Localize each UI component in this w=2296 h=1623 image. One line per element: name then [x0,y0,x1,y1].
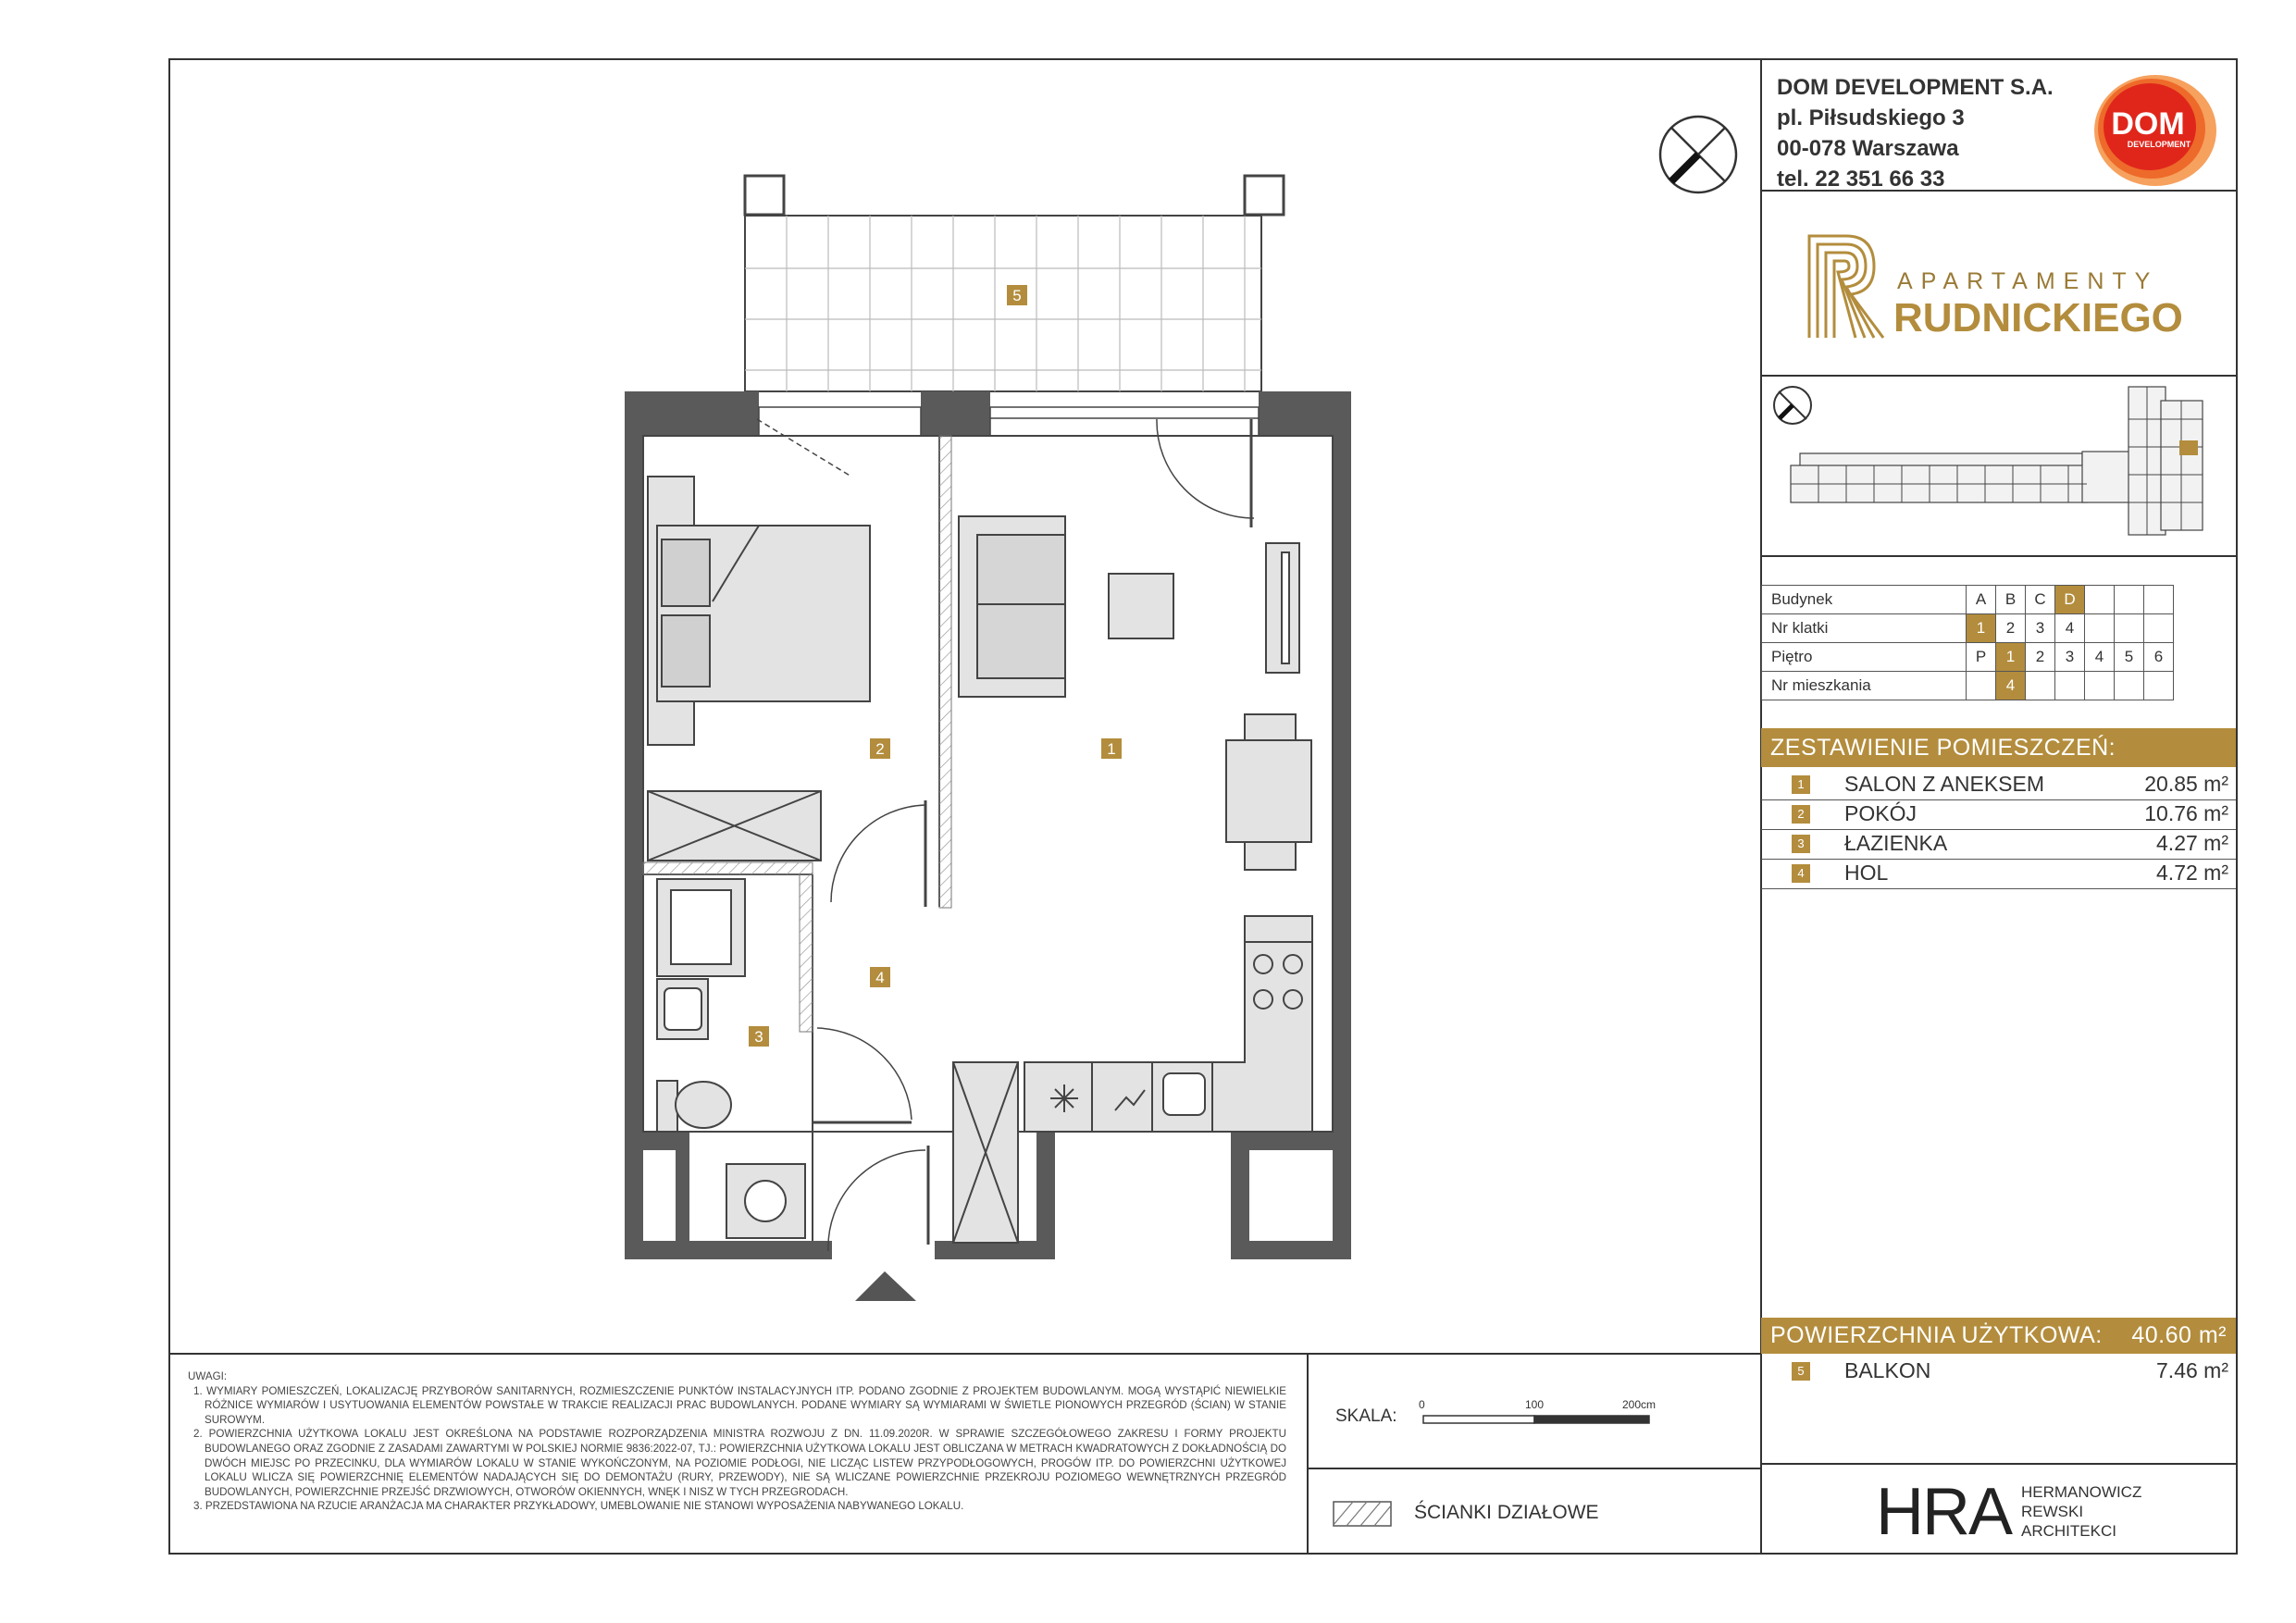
architect-line1: HERMANOWICZ [2021,1483,2142,1501]
architect-line2: REWSKI [2021,1503,2084,1520]
architect-name [2021,1482,2141,1541]
location-cell [2085,586,2115,614]
room-area: 4.72 m² [2156,861,2228,885]
location-cell: 1 [1967,614,1996,643]
partition-wall-legend-swatch [1333,1501,1392,1527]
location-cell: 5 [2115,643,2144,672]
location-cell [2115,614,2144,643]
rooms-header [1761,728,2236,767]
location-cell [1967,672,1996,700]
location-cell: 4 [2085,643,2115,672]
location-cell: 2 [1996,614,2026,643]
wardrobe [648,791,821,861]
location-cell [2085,672,2115,700]
logo-development-text: DEVELOPMENT [2127,140,2191,149]
location-cell [2144,672,2174,700]
notes-block [188,1369,1286,1514]
location-cell: 2 [2026,643,2055,672]
room-area: 20.85 m² [2144,772,2228,796]
location-cell [2115,586,2144,614]
room-row [1761,859,2236,889]
balcony [745,176,1284,391]
plan-label-3: 3 [754,1028,763,1046]
location-table [1761,585,2174,700]
key-plan [1763,378,2237,553]
entrance-marker [855,1271,916,1301]
company-name: DOM DEVELOPMENT S.A. [1777,75,2054,100]
location-cell [2115,672,2144,700]
room-area: 10.76 m² [2144,801,2228,825]
location-row-label: Nr klatki [1762,614,1967,643]
dom-development-logo [2087,69,2221,190]
keyplan-divider [1760,555,2238,557]
balcony-row [1761,1357,2236,1386]
apartamenty-rudnickiego-logo [1795,222,2203,352]
balcony-num: 5 [1792,1362,1810,1381]
brand-line1: APARTAMENTY [1897,268,2159,294]
location-cell: D [2055,586,2085,614]
note-3: 3. PRZEDSTAWIONA NA RZUCIE ARANŻACJA MA CHARAKTER PRZYKŁADOWY, UMEBLOWANIE NIE STANOWI WYPOSAŻENIA NABYWANEGO LOKALU. [193,1500,964,1513]
plan-label-4: 4 [875,969,885,986]
logo-dom-text: DOM [2111,106,2185,142]
location-cell [2026,672,2055,700]
room-name: POKÓJ [1844,801,1917,825]
location-cell: 3 [2026,614,2055,643]
total-area-bar [1761,1318,2236,1354]
location-cell [2144,614,2174,643]
location-cell [2144,586,2174,614]
scale-label: SKALA: [1335,1406,1397,1426]
scale-tick-200: 200cm [1622,1398,1657,1411]
location-cell: B [1996,586,2026,614]
total-area-value: 40.60 m² [2131,1322,2227,1348]
rooms-header-label: ZESTAWIENIE POMIESZCZEŃ: [1770,735,2116,761]
brand-line2: RUDNICKIEGO [1893,295,2183,341]
company-address [1777,72,2054,194]
location-row-label: Nr mieszkania [1762,672,1967,700]
company-street: pl. Piłsudskiego 3 [1777,105,1965,130]
location-cell: 4 [2055,614,2085,643]
dining-table [1226,714,1311,870]
north-arrow [1657,113,1740,196]
coffee-table [1109,574,1173,638]
balcony-area: 7.46 m² [2156,1358,2228,1382]
room-area: 4.27 m² [2156,831,2228,855]
location-cell: 1 [1996,643,2026,672]
company-phone: tel. 22 351 66 33 [1777,167,1945,192]
sofa [959,516,1065,697]
location-cell [2085,614,2115,643]
total-area-label: POWIERZCHNIA UŻYTKOWA: [1770,1322,2103,1348]
bed [648,477,870,745]
location-cell: 3 [2055,643,2085,672]
location-row-label: Budynek [1762,586,1967,614]
location-row [1762,614,2174,643]
notes-divider [168,1353,1762,1355]
location-row [1762,672,2174,700]
location-row [1762,586,2174,614]
partition-wall-legend-label: ŚCIANKI DZIAŁOWE [1414,1502,1599,1523]
plan-label-1: 1 [1107,740,1116,758]
room-name: SALON Z ANEKSEM [1844,772,2045,796]
notes-title: UWAGI: [188,1370,228,1382]
tv-console [1266,543,1299,673]
key-plan-north-arrow [1774,387,1811,424]
legend-divider [1307,1468,1762,1469]
brand-divider [1760,375,2238,377]
scale-bar [1416,1395,1675,1432]
floor-plan [611,167,1351,1314]
room-number: 1 [1792,775,1810,794]
location-cell: P [1967,643,1996,672]
location-row-label: Piętro [1762,643,1967,672]
note-1: 1. WYMIARY POMIESZCZEŃ, LOKALIZACJĘ PRZYBORÓW SANITARNYCH, ROZMIESZCZENIE PUNKTÓW INSTALACYJNYCH ITP. PODANO ZGODNIE Z PROJEKTEM BUDOWLANYM. MOGĄ WYSTĄPIĆ NIEWIELKIE RÓŻNICE WYMIARÓW I USYTUOWANIA ELEMENTÓW POWSTAŁE W TRAKCIE REALIZACJI PRAC BUDOWLANYCH. PODANE WYMIARY SĄ WYMIARAMI W ŚWIETLE PIONOWYCH PRZEGRÓD (ŚCIAN) W STANIE SUROWYM. [193,1384,1286,1426]
room-row [1761,799,2236,830]
room-number: 4 [1792,864,1810,883]
location-cell: C [2026,586,2055,614]
architect-logo: HRA [1876,1475,2012,1549]
scale-divider [1307,1353,1309,1555]
room-number: 3 [1792,835,1810,853]
note-2: 2. POWIERZCHNIA UŻYTKOWA LOKALU JEST OKREŚLONA NA PODSTAWIE ROZPORZĄDZENIA MINISTRA ROZWOJU Z DN. 11.09.2020R. W SPRAWIE SZCZEGÓŁOWEGO ZAKRESU I FORMY PROJEKTU BUDOWLANEGO ORAZ ZGODNIE Z ZASADAMI ZAWARTYMI W POLSKIEJ NORMIE 9836:2022-07, TJ.: POWIERZCHNIA UŻYTKOWA LOKALU JEST OBLICZANA W METRACH KWADRATOWYCH Z DOKŁADNOŚCIĄ DO DWÓCH MIEJSC PO PRZECINKU, DLA WYMIARÓW LOKALU W STANIE WYKOŃCZONYM, NA POZIOMIE PODŁOGI, NIE LICZĄC LISTEW PRZYPODŁOGOWYCH, PROGÓW ITP. DO POWIERZCHNI UŻYTKOWEJ LOKALU WLICZA SIĘ POWIERZCHNIĘ ELEMENTÓW NADAJĄCYCH SIĘ DO DEMONTAŻU (RURY, PRZEWODY), NIE SĄ WLICZANE POWIERZCHNIE PRZEKROJU POZIOMEGO WEWNĘTRZNYCH PRZEGRÓD BUDOWLANYCH, POWIERZCHNIE PRZEJŚĆ DRZWIOWYCH, OTWORÓW OKIENNYCH, WNĘK I NISZ W TYCH PRZEGRODACH. [193,1428,1286,1498]
balcony-name: BALKON [1844,1358,1931,1382]
room-number: 2 [1792,805,1810,824]
room-name: HOL [1844,861,1889,885]
room-name: ŁAZIENKA [1844,831,1948,855]
plan-label-2: 2 [875,740,885,758]
location-cell: 6 [2144,643,2174,672]
kitchen [953,916,1312,1243]
architect-line3: ARCHITEKCI [2021,1522,2116,1540]
balcony-divider [1760,1463,2238,1465]
scale-tick-100: 100 [1525,1398,1545,1411]
plan-label-5: 5 [1012,287,1022,304]
room-row [1761,770,2236,800]
location-cell: A [1967,586,1996,614]
key-plan-unit-highlight [2179,440,2198,455]
location-cell: 4 [1996,672,2026,700]
scale-tick-0: 0 [1419,1398,1425,1411]
location-row [1762,643,2174,672]
location-cell [2055,672,2085,700]
room-row [1761,829,2236,860]
company-city: 00-078 Warszawa [1777,136,1959,161]
